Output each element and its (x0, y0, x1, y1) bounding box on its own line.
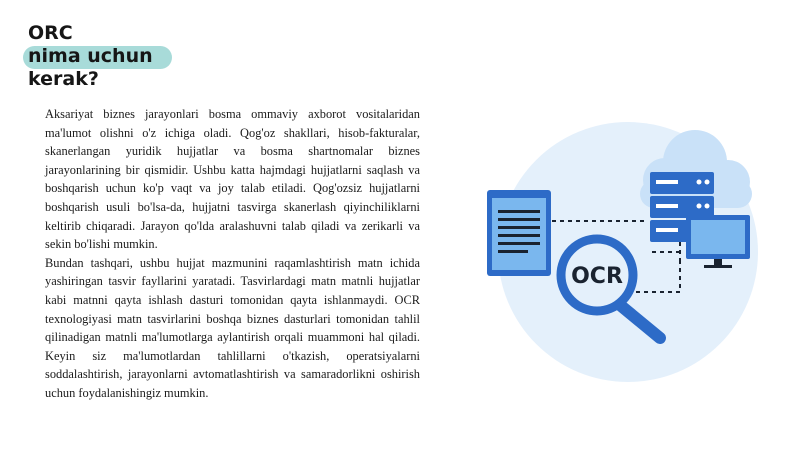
ocr-lens-label: OCR (571, 264, 623, 289)
paragraph-2: Bundan tashqari, ushbu hujjat mazmunini raqamlashtirish matn ichida yashiringan tasvir fayllarini yaratadi. Tasvirlardagi matn matnli hujjatlar kabi matnni qayta ishlash dasturi tomonidan qayta ishlanmaydi. OCR texnologiyasi matn tasvirlarini boshqa biznes dasturlari tomonidan tahlil qilinadigan matnli ma'lumotlarga aylantirish orqali muammoni hal qiladi. Keyin siz ma'lumotlardan tahlillarni o'tkazish, operatsiyalarni soddalashtirish, jarayonlarni avtomatlashtirish va samaradorlikni oshirish uchun foydalanishingiz mumkin. (45, 255, 420, 400)
page-title (28, 22, 153, 91)
document-icon (487, 190, 551, 276)
ocr-illustration (480, 120, 780, 400)
paragraph-1: Aksariyat biznes jarayonlari bosma ommaviy axborot vositalaridan ma'lumot olishni o'z ichiga oladi. Qog'oz shakllari, hisob-fakturalar, skanerlangan yuridik hujjatlar va bosma shartnomalar biznes jarayonlarining bir qismidir. Ushbu katta hajmdagi hujjatlarni saqlash va boshqarish uchun ko'p vaqt va joy talab etiladi. Qog'ozsiz hujjatlarni boshqarish usuli bo'lsa-da, hujjatni tasvirga skanerlash qiyinchiliklarni keltirib chiqaradi. Jarayon qo'lda aralashuvni talab qiladi va zerikarli va sekin bo'lishi mumkin. (45, 107, 420, 252)
title-line-2-highlighted: nima uchun (28, 45, 153, 67)
title-line-3: kerak? (28, 68, 99, 90)
title-line-1: ORC (28, 22, 73, 44)
body-text (45, 105, 420, 403)
